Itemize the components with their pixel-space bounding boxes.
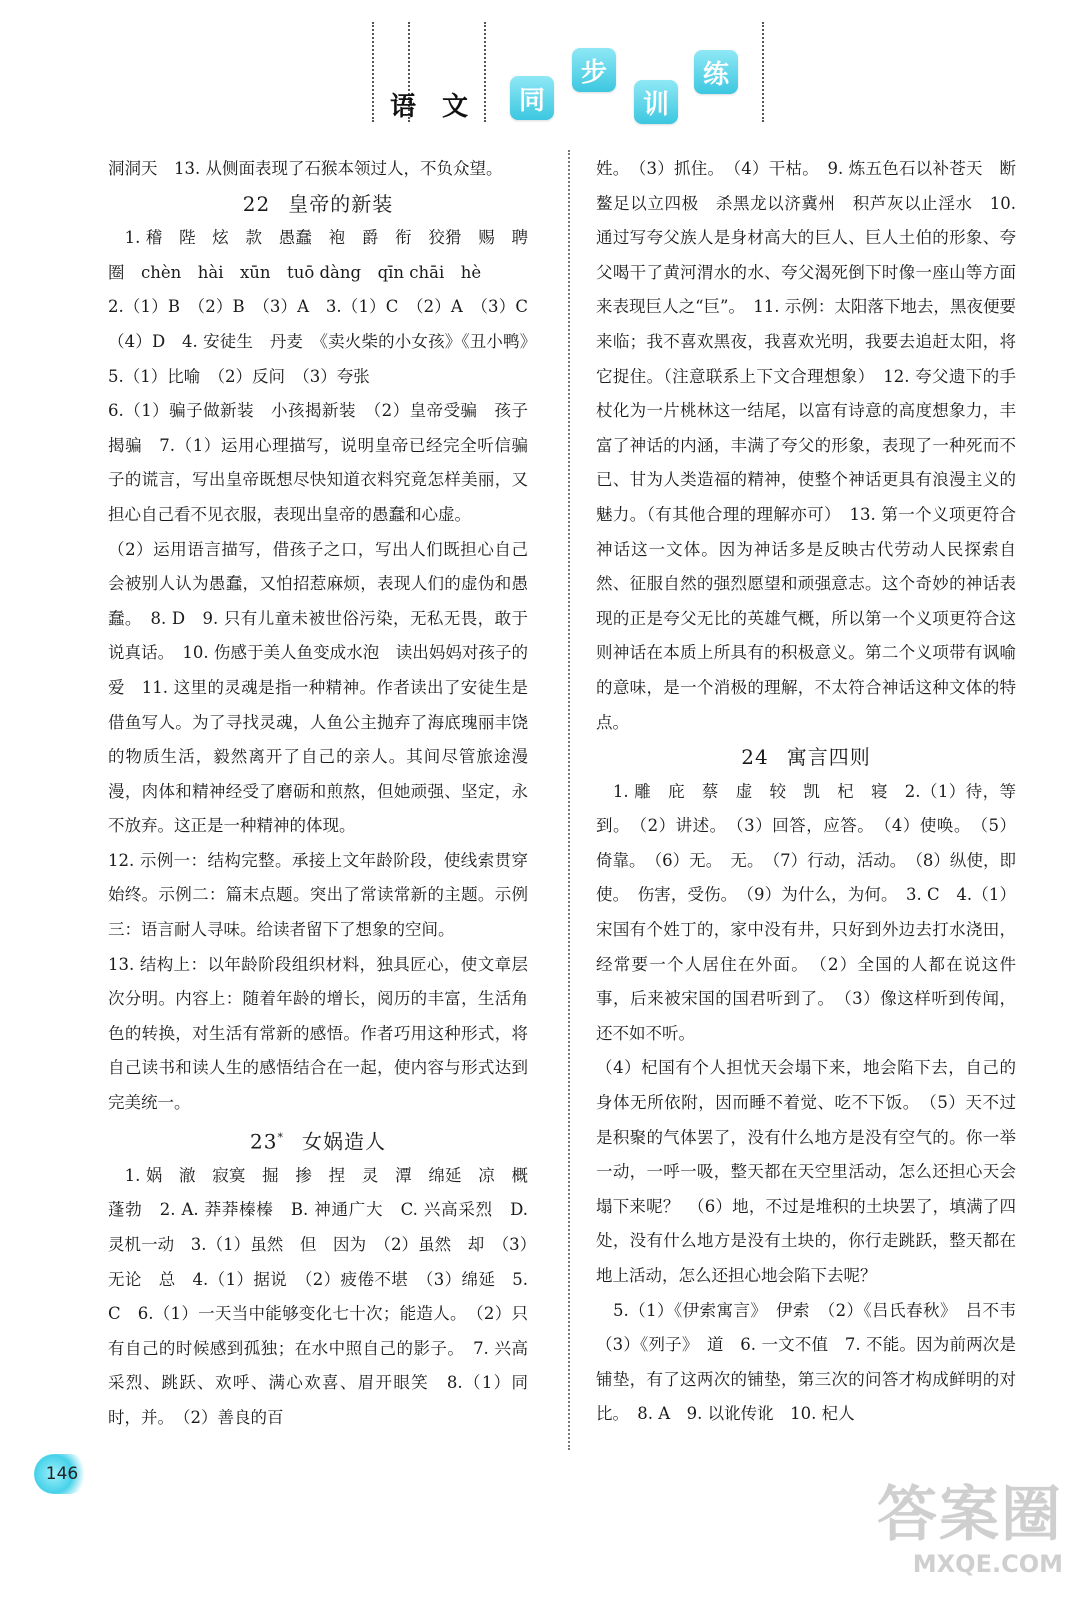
answer-paragraph: （4）杞国有个人担忧天会塌下来，地会陷下去，自己的身体无所依附，因而睡不着觉、吃不下饭。 （5）天不过是积聚的气体罢了，没有什么地方是没有空气的。你一举一动，一呼一吸，整天都在天空里活动，怎么还担心天会塌下来呢？ （6）地，不过是堆积的土块罢了，填满了四处，没有什么地方是没有土块的，你行走跳跃，整天都在地上活动，怎么还担心地会陷下去呢？ <box>596 1058 1016 1285</box>
subject-char: 语 <box>390 92 417 122</box>
section-title <box>108 187 528 222</box>
answer-paragraph: 姓。 （3）抓住。 （4）干枯。 9. 炼五色石以补苍天 断鳌足以立四极 杀黑龙以济冀州 积芦灰以止淫水 10. 通过写夸父族人是身材高大的巨人、巨人土伯的形象、夸父喝干了黄河渭水的水、夸父渴死倒下时像一座山等方面来表现巨人之“巨”。 11. 示例：太阳落下地去，黑夜便要来临；我不喜欢黑夜，我喜欢光明，我要去追赶太阳，将它捉住。（注意联系上下文合理想象） 12. 夸父遗下的手杖化为一片桃林这一结尾，以富有诗意的高度想象力，丰富了神话的内涵，丰满了夸父的形象，表现了一种死而不已、甘为人类造福的精神，使整个神话更具有浪漫主义的魅力。（有其他合理的理解亦可） 13. 第一个义项更符合神话这一文体。因为神话多是反映古代劳动人民探索自然、征服自然的强烈愿望和顽强意志。这个奇妙的神话表现的正是夸父无比的英雄气概，所以第一个义项更符合这则神话在本质上所具有的积极意义。第二个义项带有讽喻的意味，是一个消极的理解，不太符合神话这种文体的特点。 <box>596 159 1016 732</box>
left-column <box>108 152 545 1436</box>
watermark-url: MXQE.COM <box>912 1550 1063 1578</box>
series-badge: 同 <box>510 76 554 120</box>
watermark-logo <box>873 1480 1063 1590</box>
answer-paragraph: 洞洞天 13. 从侧面表现了石猴本领过人，不负众望。 <box>108 159 503 178</box>
section-name: 寓言四则 <box>786 745 871 770</box>
optional-mark: * <box>277 1130 284 1144</box>
section-number: 23 <box>250 1129 278 1154</box>
series-badge: 练 <box>694 50 738 94</box>
answer-paragraph: 1. 稽 陛 炫 款 愚蠢 袍 爵 衔 狡猾 赐 聘 圈 chèn hài xūn tuō dàng qīn chāi hè <box>108 228 545 282</box>
header-divider-line <box>484 22 486 122</box>
section-title <box>108 1121 528 1159</box>
subject-char: 文 <box>442 92 469 122</box>
header-divider-line <box>762 22 764 122</box>
section-name: 皇帝的新装 <box>288 191 394 216</box>
answer-paragraph: （2）运用语言描写，借孩子之口，写出人们既担心自己会被别人认为愚蠢，又怕招惹麻烦，表现人们的虚伪和愚蠢。 8. D 9. 只有儿童未被世俗污染，无私无畏，敢于说真话。 10. 伤感于美人鱼变成水泡 读出妈妈对孩子的爱 11. 这里的灵魂是指一种精神。作者读出了安徒生是借鱼写人。为了寻找灵魂，人鱼公主抛弃了海底瑰丽丰饶的物质生活，毅然离开了自己的亲人。其间尽管旅途漫漫，肉体和精神经受了磨砺和煎熬，但她顽强、坚定，永不放弃。这正是一种精神的体现。 <box>108 539 528 836</box>
watermark-text: 答案圈 <box>877 1480 1063 1550</box>
answer-paragraph: 5.（1）《伊索寓言》 伊索 （2）《吕氏春秋》 吕不韦 （3）《列子》 道 6. 一文不值 7. 不能。因为前两次是铺垫，有了这两次的铺垫，第三次的问答才构成鲜明的对比。 8. A 9. 以讹传讹 10. 杞人 <box>596 1300 1033 1424</box>
series-badge: 步 <box>572 48 616 92</box>
section-number: 22 <box>242 191 271 216</box>
answer-paragraph: 6.（1）骗子做新装 小孩揭新装 （2）皇帝受骗 孩子揭骗 7.（1）运用心理描写，说明皇帝已经完全听信骗子的谎言，写出皇帝既想尽快知道衣料究竟怎样美丽，又担心自己看不见衣服，表现出皇帝的愚蠢和心虚。 <box>108 401 528 524</box>
header-divider-line <box>372 22 374 122</box>
page-number: 146 <box>34 1454 90 1494</box>
answer-paragraph: 12. 示例一：结构完整。承接上文年龄阶段，使线索贯穿始终。示例二：篇末点题。突出了常读常新的主题。示例三：语言耐人寻味。给读者留下了想象的空间。 <box>108 850 528 940</box>
answer-paragraph: 13. 结构上：以年龄阶段组织材料，独具匠心，使文章层次分明。内容上：随着年龄的增长，阅历的丰富，生活角色的转换，对生活有常新的感悟。作者巧用这种形式，将自己读书和读人生的感悟结合在一起，使内容与形式达到完美统一。 <box>108 954 528 1113</box>
answer-paragraph: 1. 雕 庇 蔡 虚 较 凯 杞 寝 2.（1）待，等到。 （2）讲述。 （3）回答，应答。 （4）使唤。 （5）倚靠。 （6）无。 无。 （7）行动，活动。 （8）纵使，即使。 伤害，受伤。 （9）为什么，为何。 3. C 4.（1）宋国有个姓丁的，家中没有井，只好到外边去打水浇田，经常要一个人居住在外面。 （2）全国的人都在说这件事，后来被宋国的国君听到了。 （3）像这样听到传闻，还不如不听。 <box>596 781 1016 1043</box>
answer-paragraph: 1. 娲 澈 寂寞 掘 掺 捏 灵 潭 绵延 凉 概 蓬勃 2. A. 莽莽榛榛 B. 神通广大 C. 兴高采烈 D. 灵机一动 3.（1）虽然 但 因为 （2）虽然 却 （3）无论 总 4.（1）据说 （2）疲倦不堪 （3）绵延 5. C 6.（1）一天当中能够变化七十次；能造人。 （2）只有自己的时候感到孤独；在水中照自己的影子。 7. 兴高采烈、跳跃、欢呼、满心欢喜、眉开眼笑 8.（1）同时，并。 （2）善良的百 <box>108 1165 545 1428</box>
section-name: 女娲造人 <box>301 1129 386 1154</box>
section-number: 24 <box>741 745 769 770</box>
series-badge: 训 <box>634 80 678 124</box>
column-divider <box>568 150 570 1450</box>
answer-paragraph: 2.（1）B （2）B （3）A 3.（1）C （2）A （3）C （4）D 4. 安徒生 丹麦 《卖火柴的小女孩》《丑小鸭》 5.（1）比喻 （2）反问 （3）夸张 <box>108 297 545 386</box>
section-title <box>596 740 1016 775</box>
right-column <box>596 152 1033 1432</box>
page-header <box>0 0 1091 130</box>
